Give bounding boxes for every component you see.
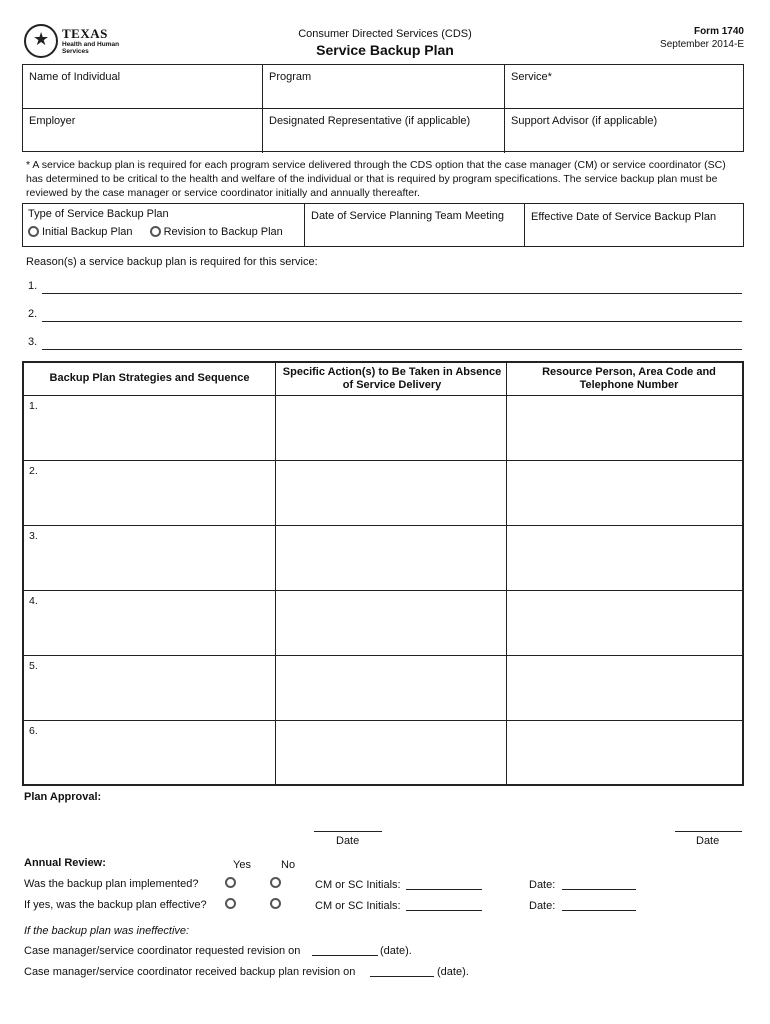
initial-backup-plan-option[interactable] [28, 226, 136, 238]
date-label: Date: [529, 900, 556, 912]
hhs-logo [24, 24, 134, 60]
initials-label: CM or SC Initials: [315, 900, 401, 912]
form-date: September 2014-E [660, 39, 744, 50]
resource-column-header: Resource Person, Area Code and Telephone Number [542, 366, 716, 391]
revision-plan-label: Revision to Backup Plan [163, 226, 283, 238]
effective-date-field[interactable]: Effective Date of Service Backup Plan [531, 211, 717, 223]
strategy-row-number: 2. [29, 465, 38, 477]
strategy-row-number: 1. [29, 400, 38, 412]
strategy-row-number: 5. [29, 660, 38, 672]
meeting-date-field[interactable]: Date of Service Planning Team Meeting [305, 204, 525, 246]
actions-column-header: Specific Action(s) to Be Taken in Absence of Service Delivery [282, 366, 502, 391]
program-field[interactable]: Program [263, 65, 505, 108]
strategies-table [22, 361, 744, 786]
form-number: Form 1740 [693, 26, 744, 37]
strategies-column-header: Backup Plan Strategies and Sequence [49, 372, 250, 384]
no-column-label: No [281, 859, 296, 871]
form-header [260, 28, 510, 58]
info-table [22, 64, 744, 152]
review-date-2-line[interactable] [562, 899, 636, 911]
initial-plan-label: Initial Backup Plan [42, 226, 133, 238]
effective-question: If yes, was the backup plan effective? [24, 899, 207, 911]
revision-option[interactable] [150, 226, 283, 238]
effective-yes-radio[interactable] [225, 898, 236, 909]
initials-label: CM or SC Initials: [315, 879, 401, 891]
strategy-row-number: 4. [29, 595, 38, 607]
form-id [660, 26, 744, 50]
service-field[interactable]: Service* [511, 71, 552, 83]
requested-date-line[interactable] [312, 944, 378, 956]
implemented-question: Was the backup plan implemented? [24, 878, 199, 890]
plan-type-table [22, 203, 744, 247]
name-of-individual-field[interactable]: Name of Individual [23, 65, 263, 108]
page-title: Service Backup Plan [316, 42, 454, 58]
reason-2-line[interactable] [42, 310, 742, 322]
approval-date-2-line[interactable] [675, 820, 742, 832]
employer-field[interactable]: Employer [23, 109, 263, 153]
strategy-row-number: 3. [29, 530, 38, 542]
strategy-row-number: 6. [29, 725, 38, 737]
approval-date-2-label: Date [696, 835, 720, 847]
initials-1-line[interactable] [406, 878, 482, 890]
texas-seal-icon [24, 24, 58, 58]
effective-no-radio[interactable] [270, 898, 281, 909]
plan-type-cell [23, 204, 305, 246]
reason-number: 3. [28, 336, 38, 348]
reason-number: 1. [28, 280, 38, 292]
requirement-note: * A service backup plan is required for each program service delivered through the CDS option that the case manager (CM) or service coordinator (SC) has determined to be critical to the health and welfare of the individual or that is required by program specifications. The service backup plan must be reviewed by the case manager or service coordinator initially and annually thereafter. [26, 159, 726, 199]
requested-revision-text: Case manager/service coordinator requested revision on [24, 945, 301, 957]
reason-3-line[interactable] [42, 338, 742, 350]
ineffective-label: If the backup plan was ineffective: [24, 925, 190, 937]
reasons-label: Reason(s) a service backup plan is required for this service: [26, 256, 318, 268]
reason-number: 2. [28, 308, 38, 320]
approval-date-1-label: Date [336, 835, 360, 847]
received-date-line[interactable] [370, 965, 434, 977]
program-line: Consumer Directed Services (CDS) [298, 28, 472, 40]
received-revision-text: Case manager/service coordinator received backup plan revision on [24, 966, 356, 978]
logo-texas-text: TEXAS [62, 26, 108, 41]
annual-review-label: Annual Review: [24, 857, 106, 869]
initial-plan-radio[interactable] [28, 226, 39, 237]
designated-representative-field[interactable]: Designated Representative (if applicable) [263, 109, 505, 153]
implemented-yes-radio[interactable] [225, 877, 236, 888]
requested-date-suffix: (date). [380, 945, 412, 957]
initials-2-line[interactable] [406, 899, 482, 911]
revision-plan-radio[interactable] [150, 226, 161, 237]
reason-1-line[interactable] [42, 282, 742, 294]
implemented-no-radio[interactable] [270, 877, 281, 888]
received-date-suffix: (date). [437, 966, 469, 978]
approval-date-1-line[interactable] [314, 820, 382, 832]
yes-column-label: Yes [233, 859, 251, 871]
date-label: Date: [529, 879, 556, 891]
support-advisor-field[interactable]: Support Advisor (if applicable) [511, 115, 658, 127]
review-date-1-line[interactable] [562, 878, 636, 890]
logo-subtitle: Health and Human Services [62, 41, 120, 55]
plan-type-label: Type of Service Backup Plan [28, 208, 169, 220]
plan-approval-label: Plan Approval: [24, 791, 102, 803]
